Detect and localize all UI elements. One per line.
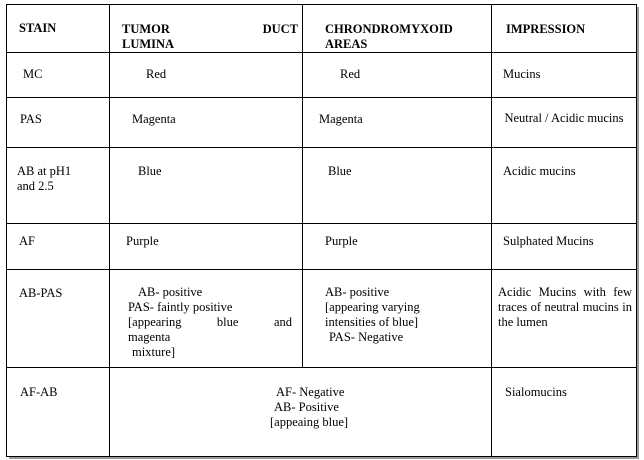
cell-impression (492, 53, 637, 98)
tumor-line-text: [appearing blue and (128, 315, 292, 329)
impression-value: Acidic mucins (503, 164, 576, 178)
tumor-line: magenta (128, 330, 171, 344)
chondro-line: PAS- Negative (329, 330, 404, 344)
header-row (7, 5, 637, 53)
cell-chondro (303, 53, 492, 98)
table-row (7, 224, 637, 270)
table-row (7, 53, 637, 98)
merged-lines (110, 368, 491, 430)
chondro-line: intensities of blue] (325, 315, 419, 329)
table-row (7, 98, 637, 148)
cell-stain (7, 53, 110, 98)
chondro-value: Red (340, 67, 361, 81)
merged-line: [appeaing blue] (270, 415, 349, 429)
cell-chondro (303, 98, 492, 148)
cell-tumor (110, 270, 303, 368)
cell-tumor (110, 148, 303, 224)
chondro-lines (303, 270, 491, 345)
cell-impression (492, 368, 637, 457)
stain-results-table-frame (6, 4, 636, 456)
header-cell-chondromyxoid (303, 5, 492, 53)
tumor-lines (110, 270, 302, 360)
impression-value: Sialomucins (505, 385, 567, 399)
cell-impression (492, 98, 637, 148)
header-tumor-line: TUMOR DUCT (122, 22, 298, 36)
header-chondromyxoid-areas: CHRONDROMYXOID AREAS (325, 22, 453, 51)
tumor-value: Red (146, 67, 167, 81)
header-cell-tumor-duct-lumina (110, 5, 303, 53)
cell-impression (492, 270, 637, 368)
impression-value: Acidic Mucins with few traces of neutral mucins in the lumen (498, 285, 632, 329)
cell-stain (7, 270, 110, 368)
header-tumor-line: LUMINA (122, 37, 175, 51)
cell-stain (7, 148, 110, 224)
header-tumor-duct-lumina (110, 5, 302, 52)
stain-label: MC (23, 67, 43, 81)
stain-label: AB at pH1 and 2.5 (17, 164, 72, 193)
chondro-value: Magenta (319, 112, 363, 126)
chondro-value: Purple (325, 234, 358, 248)
stain-label: AB-PAS (19, 286, 63, 300)
tumor-value: Purple (126, 234, 159, 248)
cell-tumor (110, 224, 303, 270)
cell-stain (7, 98, 110, 148)
cell-tumor (110, 98, 303, 148)
cell-tumor (110, 53, 303, 98)
cell-impression (492, 224, 637, 270)
tumor-line (124, 315, 292, 330)
header-cell-stain (7, 5, 110, 53)
header-cell-impression (492, 5, 637, 53)
merged-line: AB- Positive (274, 400, 339, 414)
tumor-line: mixture] (132, 345, 176, 359)
chondro-value: Blue (328, 164, 352, 178)
impression-value: Mucins (503, 67, 541, 81)
chondro-line: [appearing varying (325, 300, 420, 314)
cell-chondro (303, 270, 492, 368)
header-impression: IMPRESSION (506, 22, 586, 36)
tumor-line: PAS- faintly positive (128, 300, 233, 314)
tumor-value: Magenta (132, 112, 176, 126)
table-row (7, 368, 637, 457)
impression-value: Neutral / Acidic mucins (504, 111, 624, 125)
cell-stain (7, 224, 110, 270)
table-row (7, 270, 637, 368)
table-row (7, 148, 637, 224)
cell-chondro (303, 224, 492, 270)
header-stain: STAIN (19, 21, 57, 35)
impression-value: Sulphated Mucins (503, 234, 594, 248)
tumor-value: Blue (138, 164, 162, 178)
cell-merged-result (110, 368, 492, 457)
chondro-line: AB- positive (325, 285, 390, 299)
stain-label: AF-AB (20, 385, 58, 399)
cell-impression (492, 148, 637, 224)
stain-results-table (6, 4, 637, 457)
cell-stain (7, 368, 110, 457)
stain-label: AF (19, 234, 35, 248)
merged-line: AF- Negative (276, 385, 345, 399)
stain-label: PAS (20, 112, 42, 126)
tumor-line: AB- positive (138, 285, 203, 299)
cell-chondro (303, 148, 492, 224)
